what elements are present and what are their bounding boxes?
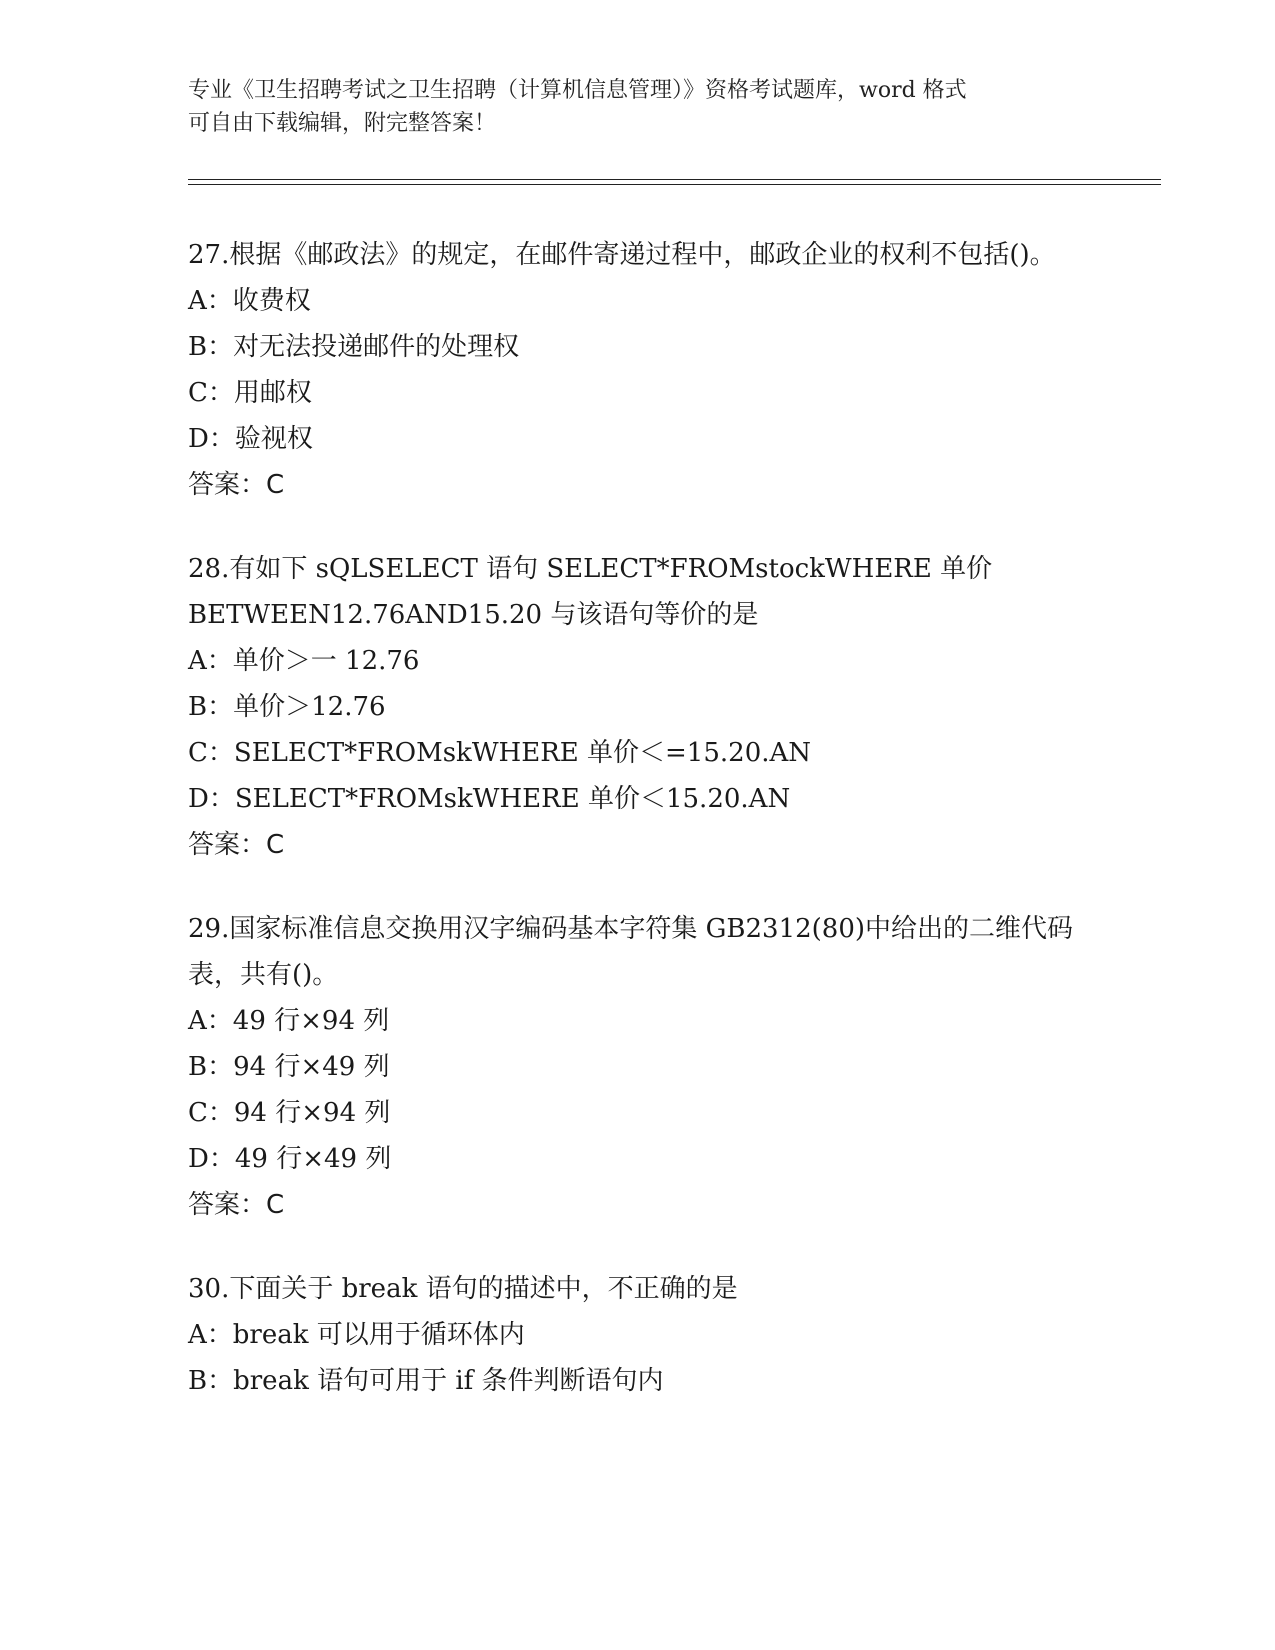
option-c: C：94 行×94 列 (188, 1098, 391, 1128)
question-28 (188, 546, 1088, 868)
answer: 答案：C (188, 470, 285, 500)
option-d: D：验视权 (188, 424, 313, 454)
header-divider-bottom (188, 184, 1161, 185)
question-text: 27.根据《邮政法》的规定，在邮件寄递过程中，邮政企业的权利不包括()。 (188, 240, 1056, 270)
option-b: B：单价＞12.76 (188, 692, 386, 722)
option-c: C：SELECT*FROMskWHERE 单价＜=15.20.AN (188, 738, 812, 768)
question-30 (188, 1266, 1088, 1404)
answer: 答案：C (188, 830, 285, 860)
answer: 答案：C (188, 1190, 285, 1220)
question-text: 28.有如下 sQLSELECT 语句 SELECT*FROMstockWHERE 单价 BETWEEN12.76AND15.20 与该语句等价的是 (188, 554, 993, 630)
header-line-1: 专业《卫生招聘考试之卫生招聘（计算机信息管理）》资格考试题库，word 格式 (188, 78, 967, 103)
option-b: B：94 行×49 列 (188, 1052, 390, 1082)
option-a: A：break 可以用于循环体内 (188, 1320, 525, 1350)
option-a: A：单价＞一 12.76 (188, 646, 420, 676)
question-27 (188, 232, 1088, 508)
header-divider-top (188, 179, 1161, 180)
option-a: A：收费权 (188, 286, 311, 316)
document-header (188, 74, 1088, 140)
header-line-2: 可自由下载编辑，附完整答案！ (188, 111, 497, 136)
option-c: C：用邮权 (188, 378, 312, 408)
option-d: D：49 行×49 列 (188, 1144, 392, 1174)
option-a: A：49 行×94 列 (188, 1006, 390, 1036)
option-b: B：break 语句可用于 if 条件判断语句内 (188, 1366, 664, 1396)
question-29 (188, 906, 1088, 1228)
question-list (188, 232, 1088, 1442)
option-b: B：对无法投递邮件的处理权 (188, 332, 520, 362)
question-text: 29.国家标准信息交换用汉字编码基本字符集 GB2312(80)中给出的二维代码表，共有()。 (188, 914, 1074, 990)
option-d: D：SELECT*FROMskWHERE 单价＜15.20.AN (188, 784, 791, 814)
question-text: 30.下面关于 break 语句的描述中，不正确的是 (188, 1274, 738, 1304)
